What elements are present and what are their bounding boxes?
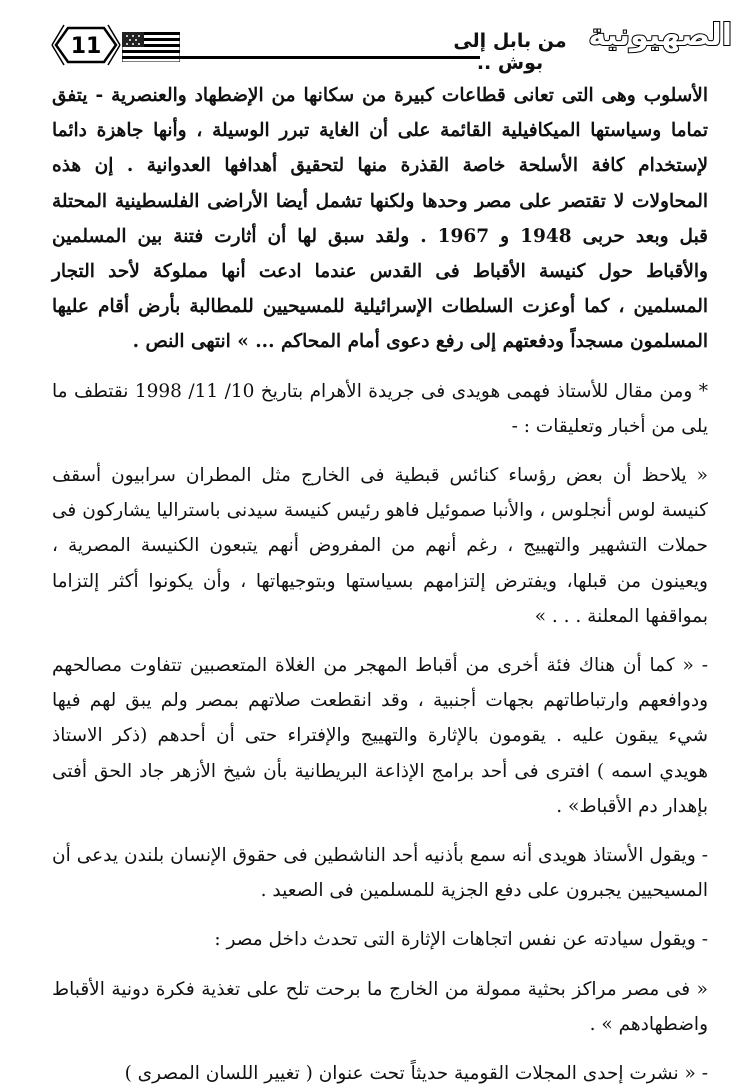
page-header xyxy=(20,18,732,74)
paragraph-london-activist: - ويقول الأستاذ هويدى أنه سمع بأذنيه أحد الناشطين فى حقوق الإنسان بلندن يدعى أن المسيحيين يجبرون على دفع الجزية للمسلمين فى الصعيد . xyxy=(52,845,708,902)
american-flag-icon xyxy=(122,32,180,62)
paragraph-quote-churches: « يلاحظ أن بعض رؤساء كنائس قبطية فى الخارج مثل المطران سرابيون أسقف كنيسة لوس أنجلوس ، والأنبا صموئيل فاهو رئيس كنيسة سيدنى باستراليا يشاركون فى حملات التشهير والتهييج ، رغم أنهم من المفروض أنهم يتبعون الكنيسة المصرية ، ويعينون من قبلها، ويفترض إلتزامهم بسياستها وبتوجيهاتها ، وأن يكونوا أكثر إلتزاما بمواقفها المعلنة . . . » xyxy=(52,465,708,627)
paragraph-intro: الأسلوب وهى التى تعانى قطاعات كبيرة من سكانها من الإضطهاد والعنصرية - يتفق تماما وسياستها الميكافيلية القائمة على أن الغاية تبرر الوسيلة ، وأنها جاهزة دائما لإستخدام كافة الأسلحة خاصة القذرة منها لتحقيق أهدافها العدوانية . إن هذه المحاولات لا تقتصر على مصر وحدها ولكنها تشمل أيضا الأراضى الفلسطينية المحتلة قبل وبعد حربى 1948 و 1967 . ولقد سبق لها أن أثارت فتنة بين المسلمين والأقباط حول كنيسة الأقباط فى القدس عندما ادعت أنها مملوكة لأحد التجار المسلمين ، كما أوعزت السلطات الإسرائيلية للمسيحيين للمطالبة بأرض أقام عليها المسلمون مسجداً ودفعتهم إلى رفع دعوى أمام المحاكم ... » انتهى النص . xyxy=(52,85,708,353)
book-title: الصهيونية xyxy=(588,18,732,53)
paragraph-article-source: * ومن مقال للأستاذ فهمى هويدى فى جريدة الأهرام بتاريخ 10/ 11/ 1998 نقتطف ما يلى من أخبار وتعليقات : - xyxy=(52,380,709,437)
book-subtitle: من بابل إلى بوش .. xyxy=(453,30,567,74)
paragraph-magazine: - « نشرت إحدى المجلات القومية حديثاً تحت عنوان ( تغيير اللسان المصرى ) xyxy=(124,1063,708,1085)
page-body xyxy=(52,78,708,1091)
page-number: 11 xyxy=(70,34,102,59)
page-number-badge xyxy=(50,24,122,66)
paragraph-inside-egypt: - ويقول سيادته عن نفس اتجاهات الإثارة التى تحدث داخل مصر : xyxy=(214,929,708,951)
paragraph-research-centers: « فى مصر مراكز بحثية ممولة من الخارج ما برحت تلح على تغذية فكرة دونية الأقباط واضطهادهم » . xyxy=(52,978,708,1035)
paragraph-quote-diaspora: - « كما أن هناك فئة أخرى من أقباط المهجر من الغلاة المتعصبين تتفاوت مصالحهم ودوافعهم وارتباطاتهم بجهات أجنبية ، وقد انقطعت صلاتهم بمصر ولم يبق لهم فيها شيء يبقون عليه . يقومون بالإثارة والتهييج والإفتراء حتى أن أحدهم (ذكر الاستاذ هويدي اسمه ) افترى فى أحد برامج الإذاعة البريطانية بأن شيخ الأزهر جاد الحق أفتى بإهدار دم الأقباط» . xyxy=(52,655,708,817)
